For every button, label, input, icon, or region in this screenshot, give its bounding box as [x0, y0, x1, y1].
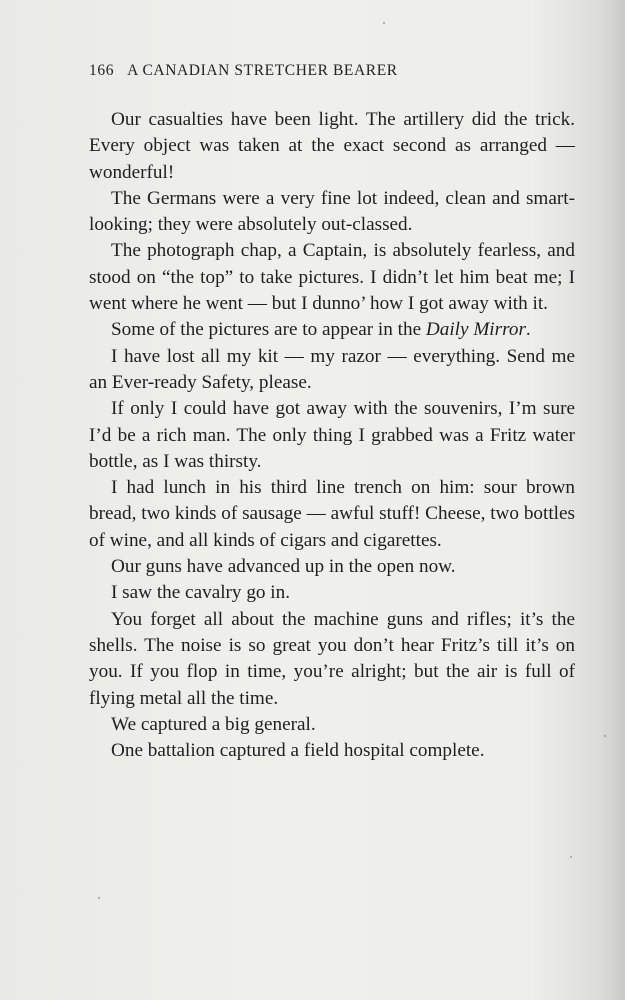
newspaper-title: Daily Mirror [425, 319, 526, 341]
paper-speck [98, 897, 100, 899]
body-text [89, 107, 575, 764]
page-number: 166 [89, 62, 115, 79]
paragraph: Our guns have advanced up in the open now. [111, 556, 456, 578]
paragraph: You forget all about the machine guns and rifles; it’s the shells. The noise is so great you don’t hear Fritz’s till it’s on you. If you flop in time, you’re alright; but the air is full of flying metal all the time. [89, 608, 575, 709]
paragraph: The photograph chap, a Captain, is absolutely fearless, and stood on “the top” to take pictures. I didn’t let him beat me; I went where he went — but I dunno’ how I got away with it. [89, 240, 575, 315]
paragraph: We captured a big general. [111, 713, 316, 735]
paragraph [89, 317, 575, 343]
paragraph: The Germans were a very fine lot indeed, clean and smart-looking; they were absolutely out-classed. [89, 187, 575, 236]
paragraph-text: Some of the pictures are to appear in the [111, 319, 426, 341]
paragraph-text: . [525, 319, 531, 341]
paper-speck [383, 22, 385, 24]
paragraph: Our casualties have been light. The artillery did the trick. Every object was taken at the exact second as arranged — wonderful! [89, 109, 575, 183]
running-head [89, 62, 575, 80]
paragraph: If only I could have got away with the souvenirs, I’m sure I’d be a rich man. The only thing I grabbed was a Fritz water bottle, as I was thirsty. [89, 398, 575, 472]
paragraph: I had lunch in his third line trench on him: sour brown bread, two kinds of sausage — awful stuff! Cheese, two bottles of wine, and all kinds of cigars and cigarettes. [89, 477, 575, 551]
paragraph: I saw the cavalry go in. [111, 582, 291, 604]
running-title: A CANADIAN STRETCHER BEARER [127, 62, 398, 79]
paragraph: I have lost all my kit — my razor — everything. Send me an Ever-ready Safety, please. [89, 345, 575, 393]
paragraph: One battalion captured a field hospital complete. [111, 740, 485, 762]
paper-speck [570, 856, 572, 858]
paper-speck [604, 735, 606, 737]
